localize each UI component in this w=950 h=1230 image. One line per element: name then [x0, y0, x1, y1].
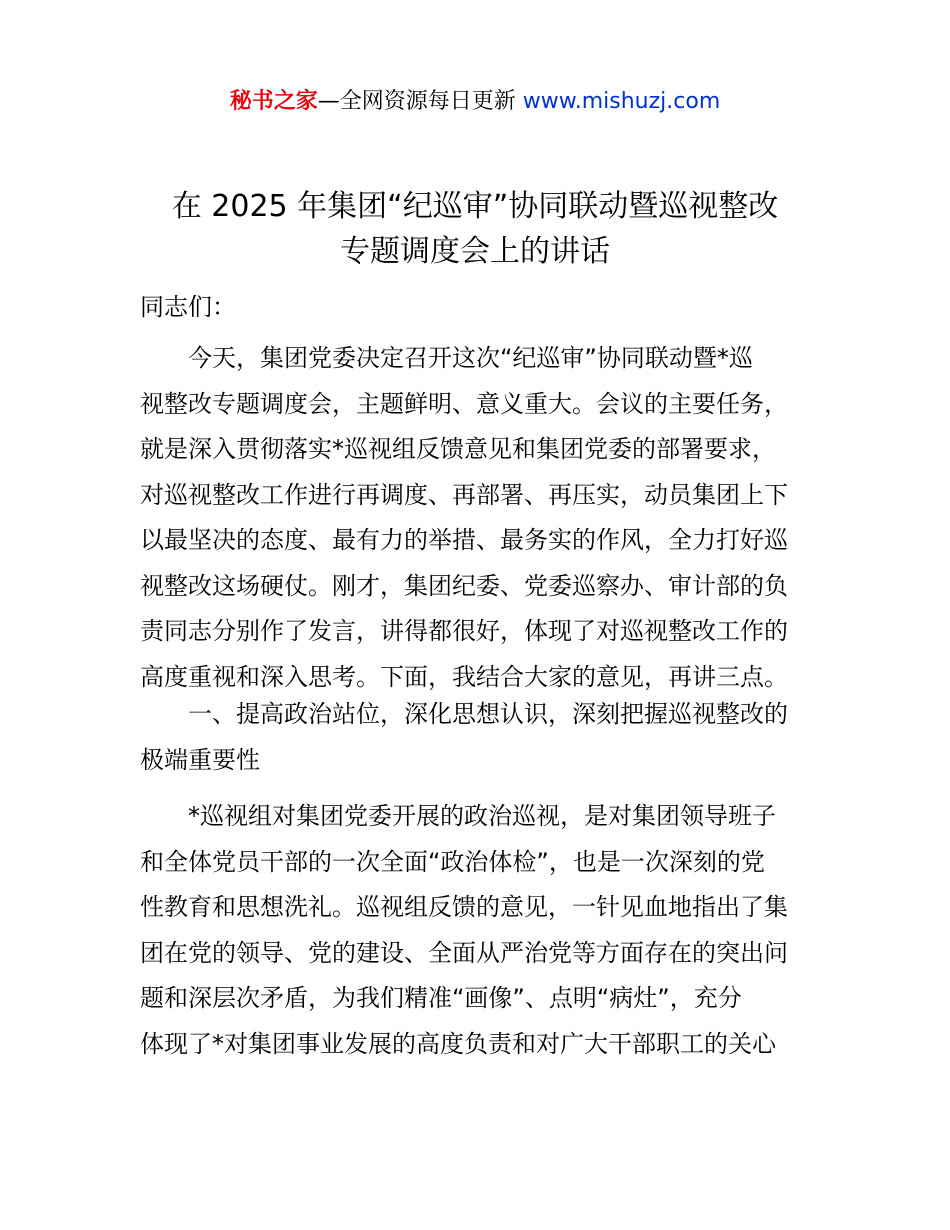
salutation	[140, 285, 810, 331]
paragraph-line: 今天，集团党委决定召开这次“纪巡审”协同联动暨*巡	[140, 344, 753, 372]
paragraph-line: 视整改这场硬仗。刚才，集团纪委、党委巡察办、审计部的负	[140, 571, 788, 600]
paragraph-section-1	[140, 794, 810, 1067]
paragraph-line: 和全体党员干部的一次全面“政治体检”，也是一次深刻的党	[140, 847, 765, 876]
brand-name: 秘书之家	[229, 89, 318, 114]
paragraph-line: 以最坚决的态度、最有力的举措、最务实的作风，全力打好巡	[140, 526, 788, 554]
header-tagline: —全网资源每日更新	[317, 89, 516, 114]
paragraph-line: *巡视组对集团党委开展的政治巡视，是对集团领导班子	[140, 802, 776, 830]
title-line: 专题调度会上的讲话	[340, 234, 610, 269]
paragraph-line: 就是深入贯彻落实*巡视组反馈意见和集团党委的部署要求，	[140, 435, 776, 463]
section-heading-1	[140, 692, 810, 783]
site-url-link[interactable]: www.mishuzj.com	[522, 89, 721, 114]
paragraph-line: 题和深层次矛盾，为我们精准“画像”、点明“病灶”，充分	[140, 984, 742, 1012]
paragraph-line: 体现了*对集团事业发展的高度负责和对广大干部职工的关心	[140, 1029, 776, 1058]
paragraph-line: 视整改专题调度会，主题鲜明、意义重大。会议的主要任务，	[140, 389, 788, 418]
title-line: 在 2025 年集团“纪巡审”协同联动暨巡视整改	[171, 189, 779, 224]
paragraph-line: 高度重视和深入思考。下面，我结合大家的意见，再讲三点。	[140, 662, 788, 691]
paragraph-line: 责同志分别作了发言，讲得都很好，体现了对巡视整改工作的	[140, 617, 788, 645]
site-header	[0, 86, 950, 118]
heading-line: 一、提高政治站位，深化思想认识，深刻把握巡视整改的	[140, 700, 788, 728]
paragraph-intro	[140, 336, 810, 700]
document-title	[140, 184, 810, 274]
paragraph-line: 团在党的领导、党的建设、全面从严治党等方面存在的突出问	[140, 938, 788, 967]
paragraph-line: 对巡视整改工作进行再调度、再部署、再压实，动员集团上下	[140, 480, 788, 509]
heading-line: 极端重要性	[140, 745, 260, 774]
paragraph-line: 性教育和思想洗礼。巡视组反馈的意见，一针见血地指出了集	[140, 893, 788, 921]
salutation-text: 同志们：	[140, 293, 236, 321]
